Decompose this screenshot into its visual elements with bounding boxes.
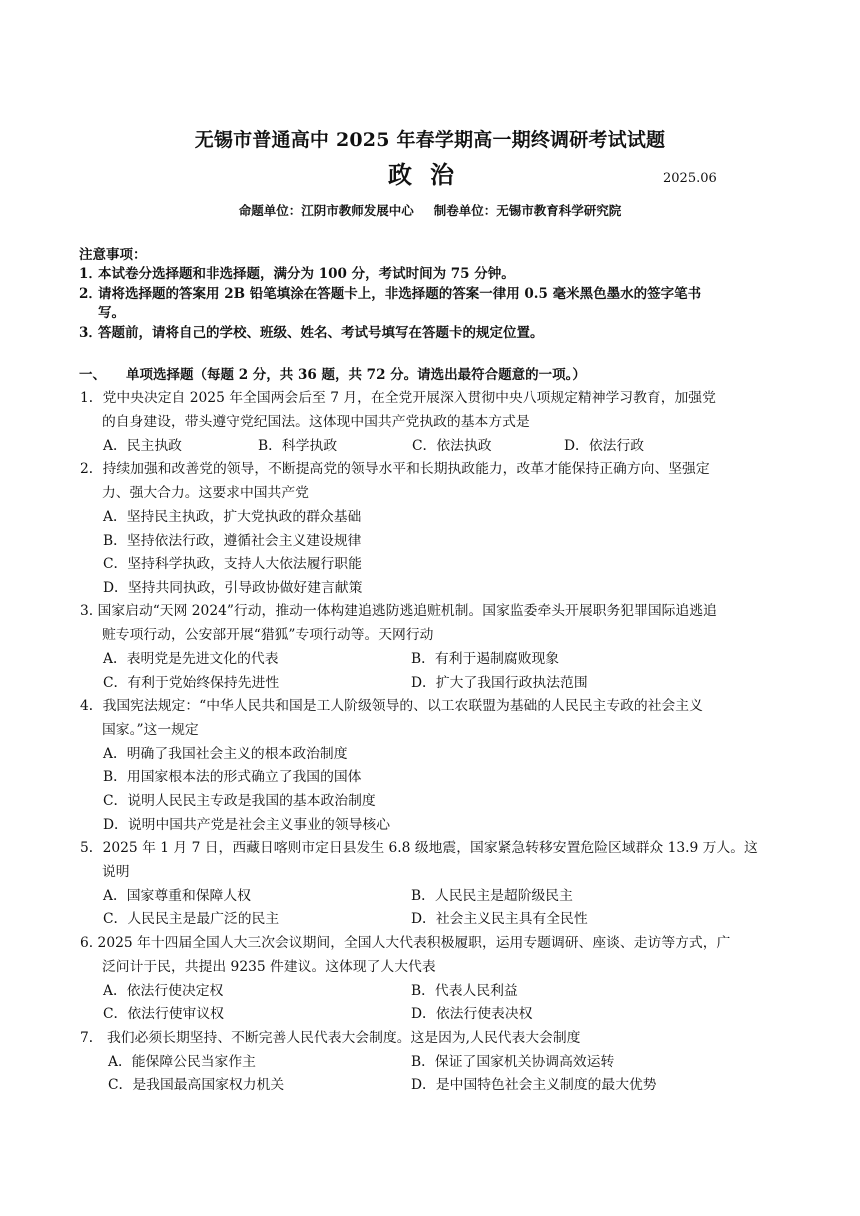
option-b: B．坚持依法行政，遵循社会主义建设规律 [103, 533, 362, 549]
notice-item [79, 327, 544, 341]
option-c: C．依法行使审议权 [103, 1006, 224, 1022]
option-b: B．代表人民利益 [411, 983, 518, 999]
question-text-line: 国家。”这一规定 [102, 722, 199, 738]
option-c: C．坚持科学执政，支持人大依法履行职能 [103, 556, 362, 572]
option-d: D．是中国特色社会主义制度的最大优势 [411, 1077, 657, 1093]
question-text-line: 的自身建设，带头遵守党纪国法。这体现中国共产党执政的基本方式是 [102, 414, 530, 430]
option-a: A．表明党是先进文化的代表 [103, 651, 279, 667]
option-d: D．坚持共同执政，引导政协做好建言献策 [103, 580, 363, 596]
question-text-line: 3. 国家启动“天网 2024”行动，推动一体构建追逃防逃追赃机制。国家监委牵头开展职务犯罪国际追逃追 [80, 603, 717, 619]
question-text-line: 2．持续加强和改善党的领导，不断提高党的领导水平和长期执政能力，改革才能保持正确方向、坚强定 [80, 461, 710, 477]
option-a: A．依法行使决定权 [103, 983, 224, 999]
notice-item [79, 268, 515, 282]
option-d: D．社会主义民主具有全民性 [411, 911, 588, 927]
option-d: D．依法行使表决权 [411, 1006, 533, 1022]
issuer-line [0, 205, 860, 218]
option-d: D．扩大了我国行政执法范围 [411, 675, 588, 691]
question-text-line: 6. 2025 年十四届全国人大三次会议期间，全国人大代表积极履职，运用专题调研、座谈、走访等方式，广 [80, 935, 731, 951]
option-c: C．说明人民民主专政是我国的基本政治制度 [103, 793, 376, 809]
question-text-line: 赃专项行动，公安部开展“猎狐”专项行动等。天网行动 [102, 627, 434, 643]
option-a: A．民主执政 [103, 438, 182, 454]
exam-title: 无锡市普通高中 2025 年春学期高一期终调研考试试题 [194, 129, 666, 151]
option-a: A．坚持民主执政，扩大党执政的群众基础 [103, 509, 362, 525]
notice-item-number: 1． [79, 266, 102, 282]
notice-item-number: 2． [79, 286, 102, 302]
notice-item [79, 288, 701, 302]
notice-item-text: 本试卷分选择题和非选择题，满分为 100 分，考试时间为 75 分钟。 [98, 266, 515, 282]
option-a: A．国家尊重和保障人权 [103, 888, 251, 904]
section-heading [79, 369, 586, 383]
notice-item-text: 请将选择题的答案用 2B 铅笔填涂在答题卡上，非选择题的答案一律用 0.5 毫米黑色墨水的签字笔书 [98, 286, 702, 302]
section-text: 单项选择题（每题 2 分，共 36 题，共 72 分。请选出最符合题意的一项。） [126, 367, 586, 383]
question-text-line: 1．党中央决定自 2025 年全国两会后至 7 月，在全党开展深入贯彻中央八项规定精神学习教育，加强党 [80, 390, 716, 406]
option-c: C．人民民主是最广泛的民主 [103, 911, 280, 927]
issuer-left: 命题单位：江阴市教师发展中心 [238, 203, 414, 218]
exam-date: 2025.06 [663, 171, 717, 186]
question-text-line: 5．2025 年 1 月 7 日，西藏日喀则市定日县发生 6.8 级地震，国家紧急转移安置危险区域群众 13.9 万人。这 [80, 840, 758, 856]
question-text-line: 力、强大合力。这要求中国共产党 [102, 485, 309, 501]
section-number: 一、 [79, 367, 106, 383]
notice-item-number: 3． [79, 325, 102, 341]
notice-title: 注意事项： [79, 247, 147, 263]
question-text-line: 说明 [102, 864, 130, 880]
notice-item-continuation: 写。 [98, 305, 125, 321]
question-text-line: 4．我国宪法规定：“中华人民共和国是工人阶级领导的、以工农联盟为基础的人民民主专政的社会主义 [80, 698, 703, 714]
option-b: B．有利于遏制腐败现象 [411, 651, 560, 667]
option-b: B．人民民主是超阶级民主 [411, 888, 573, 904]
option-b: B．保证了国家机关协调高效运转 [411, 1054, 615, 1070]
option-d: D．说明中国共产党是社会主义事业的领导核心 [103, 817, 390, 833]
option-c: C．有利于党始终保持先进性 [103, 675, 280, 691]
issuer-right: 制卷单位：无锡市教育科学研究院 [433, 203, 622, 218]
subject-title: 政治 [388, 160, 472, 189]
option-b: B．科学执政 [258, 438, 338, 454]
option-d: D．依法行政 [564, 438, 645, 454]
option-c: C．是我国最高国家权力机关 [108, 1077, 285, 1093]
option-c: C．依法执政 [412, 438, 492, 454]
question-text-line: 泛问计于民，共提出 9235 件建议。这体现了人大代表 [102, 959, 436, 975]
option-a: A．能保障公民当家作主 [108, 1054, 256, 1070]
option-b: B．用国家根本法的形式确立了我国的国体 [103, 769, 362, 785]
notice-item-text: 答题前，请将自己的学校、班级、姓名、考试号填写在答题卡的规定位置。 [98, 325, 544, 341]
option-a: A．明确了我国社会主义的根本政治制度 [103, 746, 348, 762]
question-text-line: 7． 我们必须长期坚持、不断完善人民代表大会制度。这是因为,人民代表大会制度 [80, 1030, 581, 1046]
